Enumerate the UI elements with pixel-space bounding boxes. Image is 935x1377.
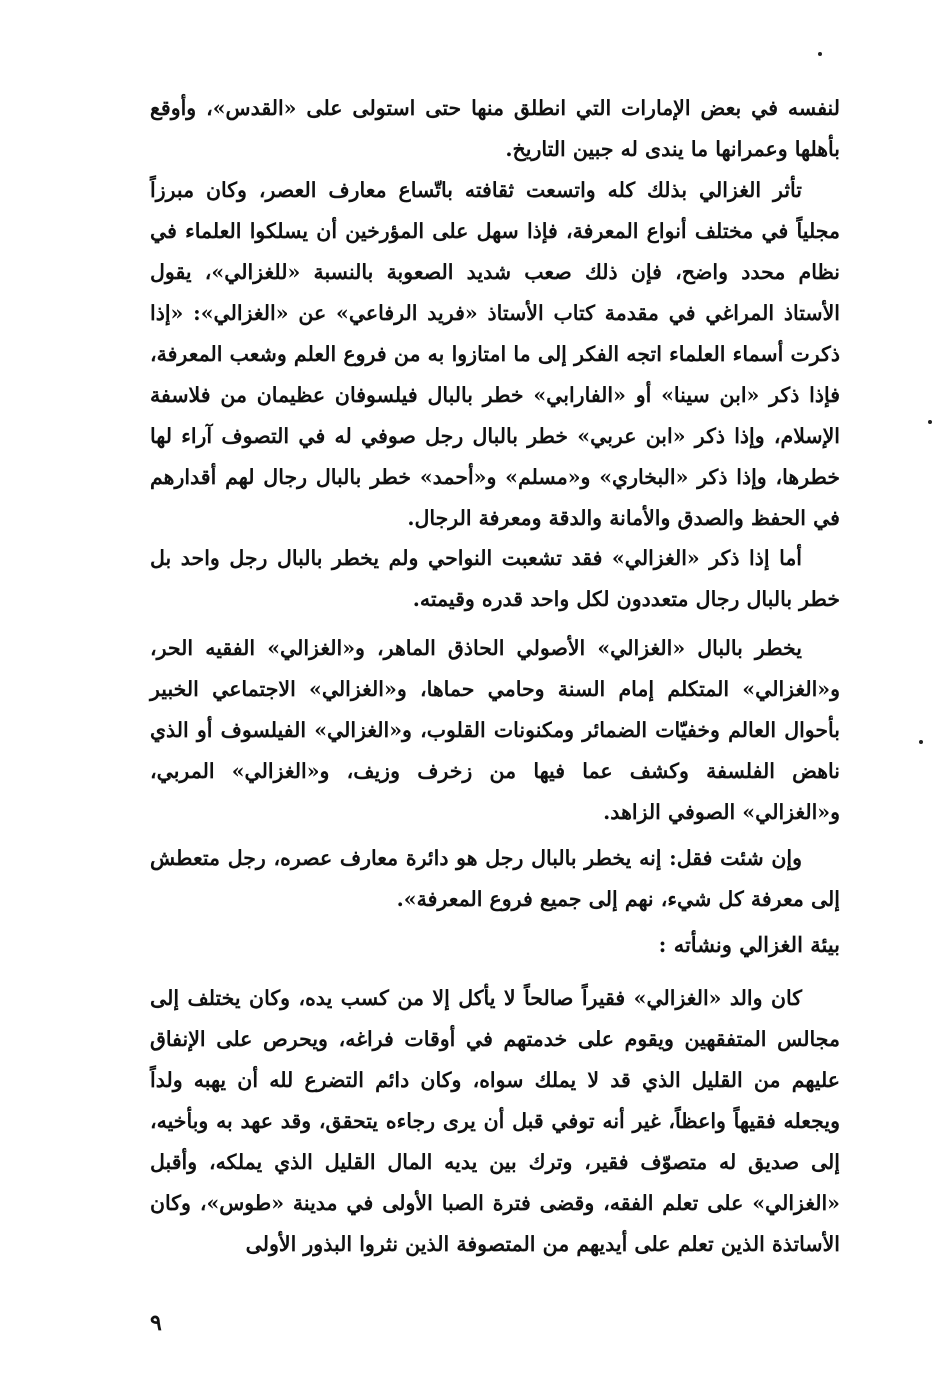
speck-mark — [818, 52, 822, 56]
section-heading: بيئة الغزالي ونشأته : — [658, 932, 840, 957]
paragraph: أما إذا ذكر «الغزالي» فقد تشعبت النواحي ولم يخطر بالبال رجل واحد بل خطر بالبال رجال متعددون لكل واحد قدره وقيمته. — [150, 546, 840, 611]
paragraph: وإن شئت فقل: إنه يخطر بالبال رجل هو دائرة معارف عصره، رجل متعطش إلى معرفة كل شيء، نهم إلى جميع فروع المعرفة». — [150, 846, 840, 911]
body-text — [150, 924, 840, 965]
paragraph: تأثر الغزالي بذلك كله واتسعت ثقافته باتّساع معارف العصر، وكان مبرزاً مجلياً في مختلف أنواع المعرفة، فإذا سهل على المؤرخين أن يسلكوا العلماء في نظام محدد واضح، فإن ذلك صعب شديد الصعوبة بالنسبة «للغزالي»، يقول الأستاذ المراغي في مقدمة كتاب الأستاذ «فريد الرفاعي» عن «الغزالي»: «إذا ذكرت أسماء العلماء اتجه الفكر إلى ما امتازوا به من فروع العلم وشعب المعرفة، فإذا ذكر «ابن سينا» أو «الفارابي» خطر بالبال فيلسوفان عظيمان من فلاسفة الإسلام، وإذا ذكر «ابن عربي» خطر بالبال رجل صوفي له في التصوف آراء لها خطرها، وإذا ذكر «البخاري» و«مسلم» و«أحمد» خطر بالبال رجال لهم أقدارهم في الحفظ والصدق والأمانة والدقة ومعرفة الرجال. — [150, 178, 840, 530]
speck-mark — [919, 740, 923, 744]
paragraph: يخطر بالبال «الغزالي» الأصولي الحاذق الماهر، و«الغزالي» الفقيه الحر، و«الغزالي» المتكلم إمام السنة وحامي حماها، و«الغزالي» الاجتماعي الخبير بأحوال العالم وخفيّات الضمائر ومكنونات القلوب، و«الغزالي» الفيلسوف أو الذي ناهض الفلسفة وكشف عما فيها من زخرف وزيف، و«الغزالي» المربي، و«الغزالي» الصوفي الزاهد. — [150, 636, 840, 824]
body-text — [150, 538, 840, 620]
body-text — [150, 88, 840, 170]
page-number: ٩ — [150, 1310, 162, 1336]
paragraph: كان والد «الغزالي» فقيراً صالحاً لا يأكل إلا من كسب يده، وكان يختلف إلى مجالس المتفقهين ويقوم على خدمتهم في أوقات فراغه، ويحرص على الإنفاق عليهم من القليل الذي قد لا يملك سواه، وكان دائم التضرع لله أن يهبه ولداً ويجعله فقيهاً واعظاً، غير أنه توفي قبل أن يرى رجاءه يتحقق، وقد عهد به وبأخيه، إلى صديق له متصوّف فقير، وترك بين يديه المال القليل الذي يملكه، وأقبل «الغزالي» على تعلم الفقه، وقضى فترة الصبا الأولى في مدينة «طوس»، وكان الأساتذة الذين تعلم على أيديهم من المتصوفة الذين نثروا البذور الأولى — [150, 986, 840, 1256]
body-text — [150, 838, 840, 920]
speck-mark — [928, 420, 932, 424]
body-text — [150, 628, 840, 833]
body-text — [150, 978, 840, 1265]
body-text — [150, 170, 840, 539]
paragraph: لنفسه في بعض الإمارات التي انطلق منها حتى استولى على «القدس»، وأوقع بأهلها وعمرانها ما يندى له جبين التاريخ. — [150, 96, 840, 161]
